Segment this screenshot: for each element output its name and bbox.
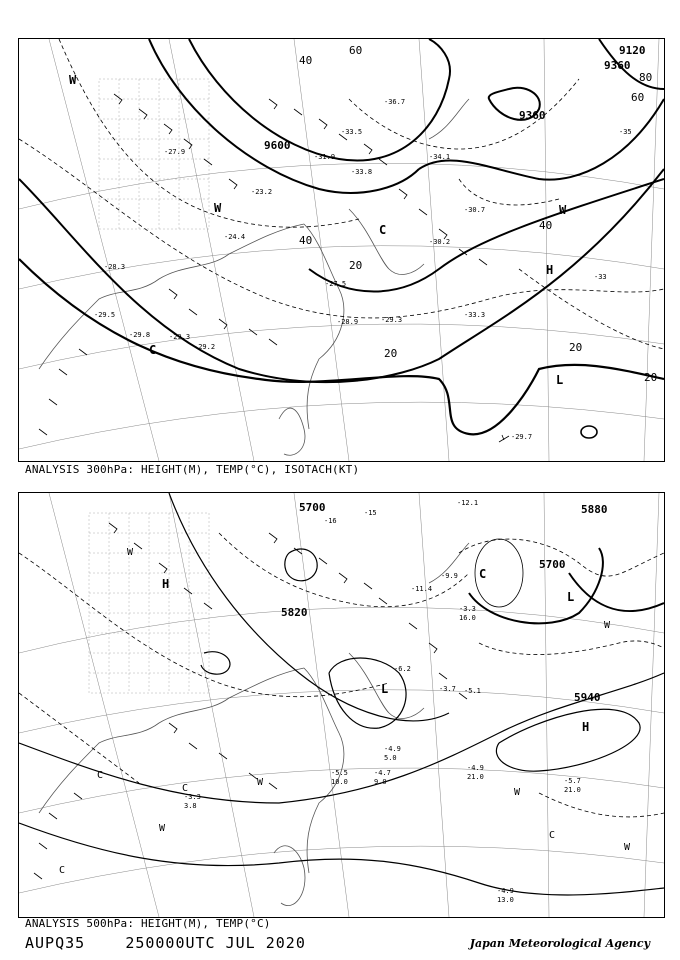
map-300hpa-svg: [19, 39, 664, 461]
air-mass-cold: C: [549, 830, 556, 841]
temp-value: 21.0: [467, 773, 484, 781]
graticule: [19, 39, 664, 461]
temp-value: -29.7: [511, 433, 533, 441]
temp-value: -5.5: [331, 769, 348, 777]
analysis-500hpa-map: [18, 492, 665, 918]
panel-caption-500hpa: ANALYSIS 500hPa: HEIGHT(M), TEMP(°C): [25, 917, 271, 930]
pressure-center-warm: W: [69, 73, 77, 87]
graticule: [19, 493, 664, 917]
air-mass-warm: W: [604, 620, 611, 631]
isotach-label: 40: [539, 219, 553, 232]
isotach-label: 20: [569, 341, 583, 354]
temp-value: -11.4: [411, 585, 433, 593]
isotach-label: 20: [349, 259, 363, 272]
temp-value: -33.5: [341, 128, 363, 136]
height-label: 9120: [619, 44, 646, 57]
isotach-label: 20: [384, 347, 398, 360]
temp-value: 9.0: [374, 778, 387, 786]
temp-value: -29.5: [94, 311, 116, 319]
pressure-center-high: H: [582, 720, 590, 734]
temp-value: -30.7: [464, 206, 486, 214]
temp-value: 16.0: [459, 614, 476, 622]
chart-code: AUPQ35: [25, 934, 86, 952]
air-mass-cold: C: [59, 865, 66, 876]
temp-value: -29.8: [129, 331, 151, 339]
temp-value: -27.5: [325, 280, 347, 288]
temp-value: -23.2: [251, 188, 273, 196]
pressure-center-group: [162, 567, 589, 734]
temp-value: -4.7: [374, 769, 391, 777]
height-contours: [19, 493, 664, 895]
height-contours: [19, 39, 664, 382]
height-contours-bold: [469, 548, 664, 623]
temp-value: -3.7: [439, 685, 456, 693]
isotherms: [19, 39, 664, 349]
pressure-center-high: H: [546, 263, 554, 277]
pressure-center-low: L: [381, 682, 389, 696]
pressure-center-cold: C: [479, 567, 487, 581]
air-mass-cold: C: [182, 783, 189, 794]
temp-value: -4.9: [384, 745, 401, 753]
temp-value: 3.8: [184, 802, 197, 810]
coastlines: [39, 543, 469, 906]
temp-value: -33.8: [351, 168, 373, 176]
map-500hpa-svg: [19, 493, 664, 917]
temp-value: -30.2: [429, 238, 451, 246]
analysis-300hpa-map: [18, 38, 665, 462]
isotach-small-ring: [581, 426, 597, 438]
temp-value: -36.7: [384, 98, 406, 106]
temp-value: -29.2: [194, 343, 216, 351]
temp-value: -9.9: [441, 572, 458, 580]
temp-value: -33.3: [464, 311, 486, 319]
temp-value: -4.9: [467, 764, 484, 772]
isotach-label: 60: [631, 91, 645, 104]
air-mass-warm: W: [127, 547, 134, 558]
pressure-center-cold: C: [149, 343, 157, 357]
height-label: 9600: [264, 139, 291, 152]
temp-value: -31.9: [314, 153, 336, 161]
temp-value: 10.0: [331, 778, 348, 786]
temp-value: -5.7: [564, 777, 581, 785]
isotach-label: 80: [639, 71, 653, 84]
temp-value: -3.3: [459, 605, 476, 613]
agency-credit: Japan Meteorological Agency: [469, 937, 650, 950]
height-label: 5700: [299, 501, 326, 514]
height-label: 5940: [574, 691, 601, 704]
chart-footer: [25, 934, 306, 952]
temp-value: -27.9: [164, 148, 186, 156]
temp-value: -15: [364, 509, 377, 517]
temp-value: 5.0: [384, 754, 397, 762]
temp-value: -3.3: [184, 793, 201, 801]
temp-value: -28.3: [104, 263, 126, 271]
temp-value: 13.0: [497, 896, 514, 904]
temp-value: -33: [594, 273, 607, 281]
temp-value: -24.4: [224, 233, 246, 241]
temp-value: -12.1: [457, 499, 479, 507]
temp-value: -4.9: [497, 887, 514, 895]
contour-label-group: [264, 44, 646, 152]
valid-time: 250000UTC JUL 2020: [125, 934, 306, 952]
temp-value: -29.3: [169, 333, 191, 341]
pressure-center-low: L: [556, 373, 564, 387]
air-mass-cold: C: [97, 770, 104, 781]
pressure-center-group: [69, 73, 567, 387]
height-label: 5880: [581, 503, 608, 516]
isotach-label: 60: [349, 44, 363, 57]
air-mass-warm: W: [159, 823, 166, 834]
temp-value: -29.3: [381, 316, 403, 324]
temp-value: -34.1: [429, 153, 451, 161]
air-mass-warm: W: [514, 787, 521, 798]
isotach-label: 40: [299, 54, 313, 67]
isotach-label: 40: [299, 234, 313, 247]
coastlines: [39, 99, 469, 455]
height-label: 9360: [604, 59, 631, 72]
pressure-center-warm: W: [214, 201, 222, 215]
isotach-label: 20: [644, 371, 658, 384]
temp-value: -28.9: [337, 318, 359, 326]
height-label: 5820: [281, 606, 308, 619]
contour-label-group: [281, 501, 608, 704]
height-label: 9360: [519, 109, 546, 122]
temp-value: 21.0: [564, 786, 581, 794]
air-mass-warm: W: [257, 777, 264, 788]
wind-barbs: [34, 523, 467, 879]
temp-value: -5.1: [464, 687, 481, 695]
temp-value: -16: [324, 517, 337, 525]
pressure-center-warm: W: [559, 203, 567, 217]
height-label: 5700: [539, 558, 566, 571]
temp-value: -6.2: [394, 665, 411, 673]
temp-value: -35: [619, 128, 632, 136]
air-mass-warm: W: [624, 842, 631, 853]
pressure-center-high: H: [162, 577, 170, 591]
pressure-center-cold: C: [379, 223, 387, 237]
panel-caption-300hpa: ANALYSIS 300hPa: HEIGHT(M), TEMP(°C), ISOTACH(KT): [25, 463, 360, 476]
pressure-center-low: L: [567, 590, 575, 604]
